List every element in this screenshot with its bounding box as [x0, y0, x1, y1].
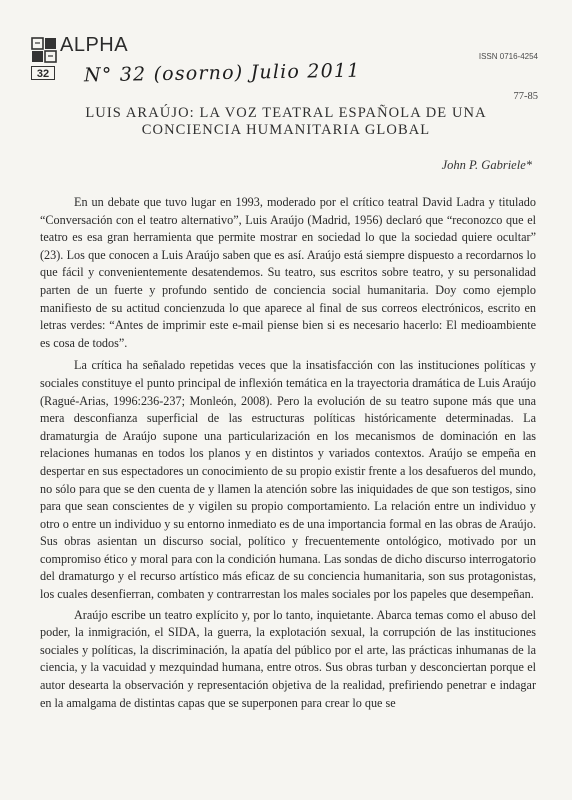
- article-title-line-2: CONCIENCIA HUMANITARIA GLOBAL: [141, 122, 431, 138]
- body-paragraph: La crítica ha señalado repetidas veces que la insatisfacción con las instituciones políticas y sociales constituye el punto principal de inflexión temática en la trayectoria dramática de Luis Araújo (Ragué-Arias, 1996:236-237; Monleón, 2008). Pero la evolución de su teatro supone más que una mera desconfianza superficial de las estructuras políticas históricamente determinadas. La dramaturgia de Araújo supone una particularización en los mecanismos de dominación en las relaciones humanas en todos los planos y en distintos y variados contextos. Araújo se empeña en despertar en sus espectadores un conocimiento de su propio existir frente a los desafueros del mundo, no sólo para que se den cuenta de y llamen la atención sobre las iniquidades de que son testigos, sino para que sean conscientes de y vigilen su propio comportamiento. La relación entre un individuo y otro o entre un individuo y su entorno inmediato es de una importancia formal en las obras de Araújo. Sus obras asientan un discurso social, político y frecuentemente ontológico, motivado por un compromiso ético y moral para con la condición humana. Las sondas de dicho discurso interrogatorio del dramaturgo y el recurso artístico más eficaz de su conciencia humanitaria, son sus protagonistas, los cuales desenfierran, combaten y contrarrestan los males sociales por los papeles que desempeñan.: [40, 358, 536, 602]
- article-title-line-1: LUIS ARAÚJO: LA VOZ TEATRAL ESPAÑOLA DE UNA: [85, 105, 487, 121]
- journal-name: ALPHA: [60, 34, 129, 56]
- body-paragraph: Araújo escribe un teatro explícito y, por lo tanto, inquietante. Abarca temas como el abuso del poder, la inmigración, el SIDA, la guerra, la explotación sexual, la corrupción de las instituciones sociales y políticas, la discriminación, la apatía del público por el arte, las prácticas inhumanas de la ciencia, y la vacuidad y mezquindad humana, entre otros. Sus obras turban y desconciertan porque el autor desearta la observación y representación objetiva de la realidad, prefiriendo penetrar e indagar en la amalgama de distintas capas que se superponen para crear lo que se: [40, 607, 536, 710]
- issn-number: ISSN 0716-4254: [478, 52, 538, 61]
- journal-logo: [30, 36, 58, 82]
- journal-logo-icon: [30, 36, 58, 66]
- handwritten-issue-note: N° 32 (osorno) Julio 2011: [83, 59, 361, 87]
- body-paragraph: En un debate que tuvo lugar en 1993, moderado por el crítico teatral David Ladra y titulado “Conversación con el teatro alternativo”, Luis Araújo (Madrid, 1956) declaró que “reconozco que el teatro es esa gran herramienta que permite mostrar en sociedad lo que la sociedad quiere ocultar” (23). Los que conocen a Luis Araújo saben que es así. Araújo está siempre dispuesto a recordarnos lo que fácil y convenientemente desatendemos. Su teatro, sus escritos sobre teatro, y su personalidad parten de un fuerte y profundo sentido de conciencia social humanitaria. Doy como ejemplo manifiesto de su actitud concienzuda lo que aparece al final de sus correos electrónicos, escrito en letras verdes: “Antes de imprimir este e-mail piense bien si es necesario hacerlo: El medioambiente es cosa de todos”.: [40, 195, 536, 350]
- journal-issue-badge: 32: [31, 66, 55, 80]
- article-author: John P. Gabriele*: [441, 158, 532, 172]
- article-body: [40, 194, 536, 712]
- page-range: 77-85: [513, 91, 538, 102]
- article-title: [40, 105, 532, 139]
